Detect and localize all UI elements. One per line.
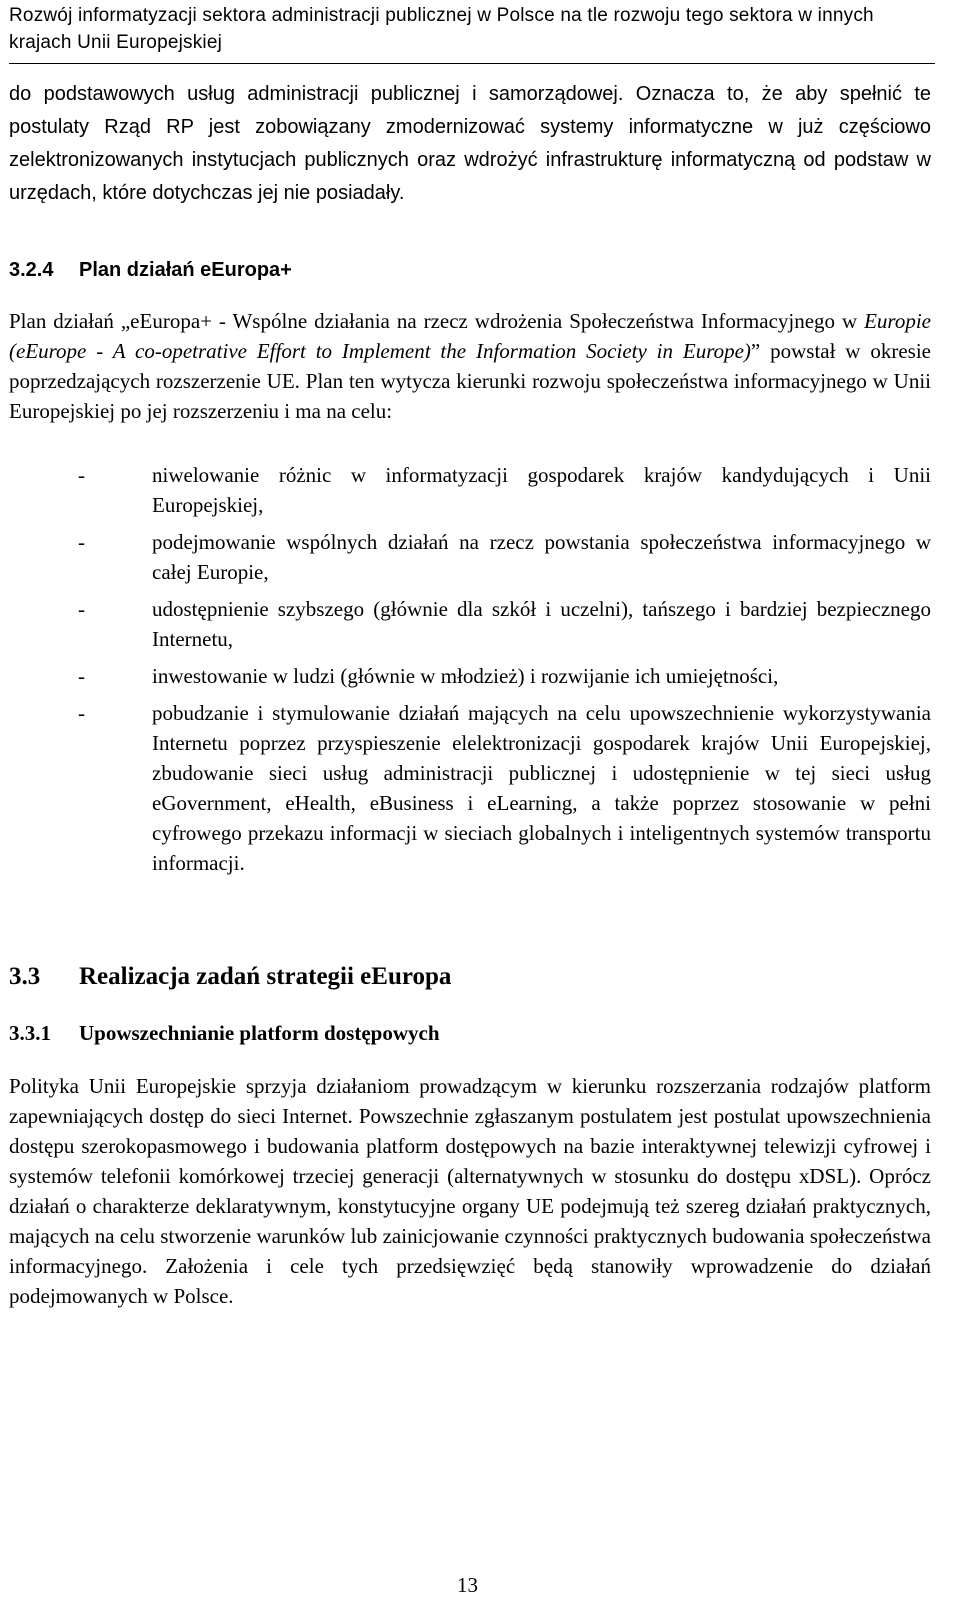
section-title: Realizacja zadań strategii eEuropa <box>79 963 452 990</box>
running-header: Rozwój informatyzacji sektora administracji publicznej w Polsce na tle rozwoju tego sektora w innych krajach Unii Europejskiej <box>9 5 874 53</box>
section-3-2-4-heading <box>9 252 292 288</box>
list-item-text: udostępnienie szybszego (głównie dla szkół i uczelni), tańszego i bardziej bezpiecznego Internetu, <box>152 597 931 651</box>
paragraph-end: ” powstał w okresie poprzedzających rozszerzenie UE. Plan ten wytycza kierunki rozwoju społeczeństwa informacyjnego w Unii Europejskiej po jej rozszerzeniu i ma na celu: <box>9 339 931 423</box>
paragraph-italic: Europie (eEurope - A co-opetrative Effort to Implement the Information Society in Europe) <box>9 309 931 363</box>
bullet-marker: - <box>78 530 85 554</box>
section-3-3-heading <box>9 957 451 997</box>
list-item <box>9 661 931 691</box>
header-divider <box>9 63 935 64</box>
bullet-marker: - <box>78 463 85 487</box>
section-3-2-4-paragraph <box>9 306 931 426</box>
goals-list <box>9 460 931 885</box>
list-item <box>9 527 931 587</box>
list-item <box>9 594 931 654</box>
bullet-marker: - <box>78 664 85 688</box>
paragraph-start: Plan działań „eEuropa+ - Wspólne działania na rzecz wdrożenia Społeczeństwa Informacyjnego w <box>9 309 865 333</box>
list-item-text: podejmowanie wspólnych działań na rzecz powstania społeczeństwa informacyjnego w całej Europie, <box>152 530 931 584</box>
section-number: 3.3.1 <box>9 1021 51 1045</box>
bullet-marker: - <box>78 701 85 725</box>
section-number: 3.3 <box>9 963 41 990</box>
list-item-text: inwestowanie w ludzi (głównie w młodzież) i rozwijanie ich umiejętności, <box>152 664 779 688</box>
section-title: Upowszechnianie platform dostępowych <box>79 1021 440 1045</box>
page-number: 13 <box>457 1573 478 1597</box>
section-number: 3.2.4 <box>9 259 54 281</box>
intro-paragraph: do podstawowych usług administracji publicznej i samorządowej. Oznacza to, że aby spełnić te postulaty Rząd RP jest zobowiązany zmodernizować systemy informatyczne w już częściowo zelektronizowanych instytucjach publicznych oraz wdrożyć infrastrukturę informatyczną od podstaw w urzędach, które dotychczas jej nie posiadały. <box>9 83 931 204</box>
section-3-3-1-paragraph: Polityka Unii Europejskie sprzyja działaniom prowadzącym w kierunku rozszerzania rodzajów platform zapewniających dostęp do sieci Internet. Powszechnie zgłaszanym postulatem jest postulat upowszechnienia dostępu szerokopasmowego i budowania platform dostępowych na bazie interaktywnej telewizji cyfrowej i systemów telefonii komórkowej trzeciej generacji (alternatywnych w stosunku do dostępu xDSL). Oprócz działań o charakterze deklaratywnym, konstytucyjne organy UE podejmują też szereg działań praktycznych, mających na celu stworzenie warunków lub zainicjowanie czynności praktycznych budowania społeczeństwa informacyjnego. Założenia i cele tych przedsięwzięć będą stanowiły wprowadzenie do działań podejmowanych w Polsce. <box>9 1074 931 1308</box>
list-item <box>9 698 931 878</box>
list-item-text: pobudzanie i stymulowanie działań mających na celu upowszechnienie wykorzystywania Internetu poprzez przyspieszenie elelektronizacji gospodarek krajów Unii Europejskiej, zbudowanie sieci usług administracji publicznej i udostępnienie w tej sieci usług eGovernment, eHealth, eBusiness i eLearning, a także poprzez stosowanie w pełni cyfrowego przekazu informacji w sieciach globalnych i inteligentnych systemów transportu informacji. <box>152 701 931 875</box>
section-3-3-1-heading <box>9 1015 440 1051</box>
list-item <box>9 460 931 520</box>
section-title: Plan działań eEuropa+ <box>79 259 292 281</box>
list-item-text: niwelowanie różnic w informatyzacji gospodarek krajów kandydujących i Unii Europejskiej, <box>152 463 931 517</box>
bullet-marker: - <box>78 597 85 621</box>
